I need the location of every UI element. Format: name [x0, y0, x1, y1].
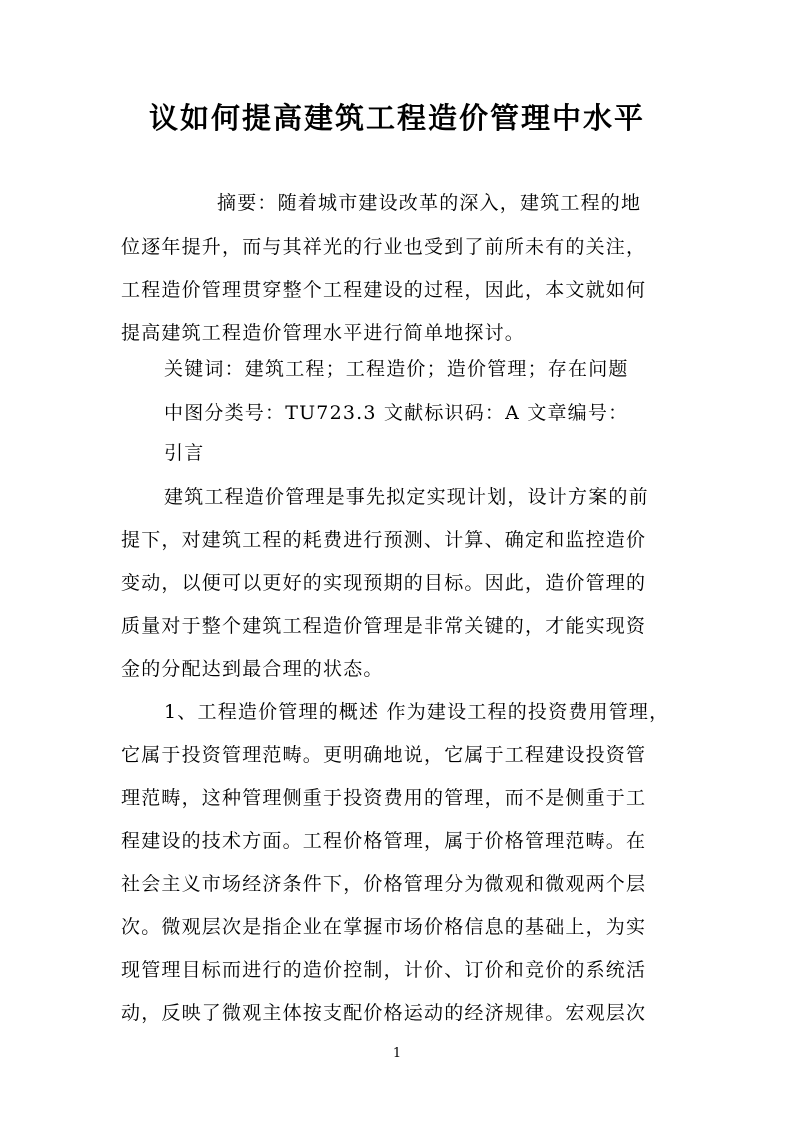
intro-heading: 引言	[164, 442, 205, 464]
abstract-line: 摘要：随着城市建设改革的深入，建筑工程的地	[217, 192, 642, 214]
classification-line: 中图分类号：TU723.3 文献标识码：A 文章编号：	[164, 402, 629, 424]
section1-line: 程建设的技术方面。工程价格管理，属于价格管理范畴。在	[121, 830, 647, 852]
section1-line: 1、工程造价管理的概述 作为建设工程的投资费用管理，	[164, 701, 670, 723]
section1-line: 次。微观层次是指企业在掌握市场价格信息的基础上，为实	[121, 916, 647, 938]
intro-line: 质量对于整个建筑工程造价管理是非常关键的，才能实现资	[121, 615, 647, 637]
intro-line: 金的分配达到最合理的状态。	[121, 658, 384, 680]
section1-line: 动，反映了微观主体按支配价格运动的经济规律。宏观层次	[121, 1002, 647, 1024]
intro-line: 提下，对建筑工程的耗费进行预测、计算、确定和监控造价	[121, 529, 647, 551]
section1-line: 它属于投资管理范畴。更明确地说，它属于工程建设投资管	[121, 744, 647, 766]
abstract-line: 提高建筑工程造价管理水平进行简单地探讨。	[121, 322, 526, 344]
intro-line: 建筑工程造价管理是事先拟定实现计划，设计方案的前	[164, 486, 649, 508]
abstract-line: 位逐年提升，而与其祥光的行业也受到了前所未有的关注，	[121, 236, 647, 258]
abstract-line: 工程造价管理贯穿整个工程建设的过程，因此，本文就如何	[121, 279, 647, 301]
document-title: 议如何提高建筑工程造价管理中水平	[148, 101, 645, 135]
intro-line: 变动，以便可以更好的实现预期的目标。因此，造价管理的	[121, 572, 647, 594]
section1-line: 社会主义市场经济条件下，价格管理分为微观和微观两个层	[121, 873, 647, 895]
keywords-line: 关键词：建筑工程；工程造价；造价管理；存在问题	[164, 358, 629, 380]
page-number: 1	[392, 1046, 402, 1061]
section1-line: 现管理目标而进行的造价控制，计价、订价和竞价的系统活	[121, 959, 647, 981]
section1-line: 理范畴，这种管理侧重于投资费用的管理，而不是侧重于工	[121, 787, 647, 809]
